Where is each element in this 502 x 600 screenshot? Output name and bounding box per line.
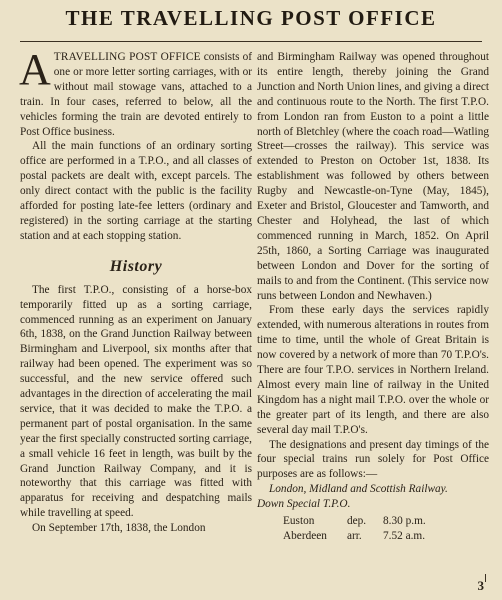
history-paragraph: The first T.P.O., consisting of a horse-box temporarily fitted up as a sorting carriage, commenced running as an experiment on January 6th, 1838, on the Grand Junction Railway between Birmingham and Liverpool, six months after that railway had been opened. The experiment was so successful, and the new service offered such advantages in the direction of accelerating the mail service, that it was decided to make the T.P.O. a permanent part of postal organisation. In the same year the first specially constructed sorting carriage, a small vehicle 16 feet in length, was built by the Grand Junction Railway Company, and it is noteworthy that this carriage was fitted with apparatus for receiving and despatching mails while travelling at speed.	[20, 283, 252, 520]
railway-name: London, Midland and Scottish Railway.	[269, 483, 448, 496]
train-name: Down Special T.P.O.	[257, 498, 351, 511]
title-rule	[20, 41, 482, 42]
left-column	[19, 45, 252, 536]
dep-arr: dep.	[347, 515, 367, 528]
station-name: Aberdeen	[283, 530, 327, 542]
timetable-row	[257, 514, 489, 529]
margin-mark	[485, 574, 486, 582]
page-number: 3	[477, 578, 484, 593]
right-column	[257, 50, 489, 544]
intro-paragraph	[19, 45, 252, 139]
drop-cap: A	[19, 45, 51, 94]
page-title: THE TRAVELLING POST OFFICE	[65, 6, 437, 30]
train-time: 7.52 a.m.	[383, 530, 426, 542]
timetable	[257, 514, 489, 544]
continuation-paragraph: and Birmingham Railway was opened throughout its entire length, thereby joining the Grand Junction and North Union lines, and giving a direct and continuous route to the North. The first T.P.O. from London ran from Euston to a point a little north of Bletchley (where the coach road—Watling Street—crosses the railway). This service was extended to Preston on October 1st, 1838. Its establishment was followed by others between Rugby and Newcastle-on-Tyne (May, 1845), Exeter and Bristol, Gloucester and Tamworth, and Chester and Holyhead, the last of which commenced running in March, 1852. On April 25th, 1860, a Sorting Carriage was inaugurated between London and Dover for the sorting of mails to and from the Continent. (This service now runs between London and Newhaven.)	[257, 51, 489, 302]
history-heading: History	[109, 257, 163, 275]
station-name: Euston	[283, 515, 315, 528]
timetable-row	[257, 529, 489, 544]
functions-paragraph: All the main functions of an ordinary sorting office are performed in a T.P.O., and all classes of postal packets are dealt with, except parcels. The only direct contact with the public is the facility afforded for posting late-fee letters (ordinary and registered) in the sorting carriage at the starting station and at each stopping station.	[20, 140, 252, 242]
lead-caps: TRAVELLING POST OFFICE	[53, 51, 201, 63]
dep-arr: arr.	[347, 530, 362, 542]
intro-text: consists of one or more letter sorting carriages, with or without mail stowage vans, attached to a train. In four cases, referred to below, all the vehicles forming the train are devoted entirely to Post Office business.	[20, 51, 252, 138]
train-time: 8.30 p.m.	[383, 515, 426, 528]
history-continued-paragraph: On September 17th, 1838, the London	[32, 522, 206, 535]
designations-paragraph: The designations and present day timings of the four special trains run solely for Post Office purposes are as follows:—	[257, 438, 489, 481]
expansion-paragraph: From these early days the services rapidly extended, with numerous alterations in routes from time to time, until the whole of Great Britain is now covered by a network of more than 70 T.P.O's. There are four T.P.O. services in Northern Ireland. Almost every main line of railway in the United Kingdom has a night mail T.P.O. over the whole or the greater part of its length, and there are also several day mail T.P.O's.	[257, 304, 489, 436]
